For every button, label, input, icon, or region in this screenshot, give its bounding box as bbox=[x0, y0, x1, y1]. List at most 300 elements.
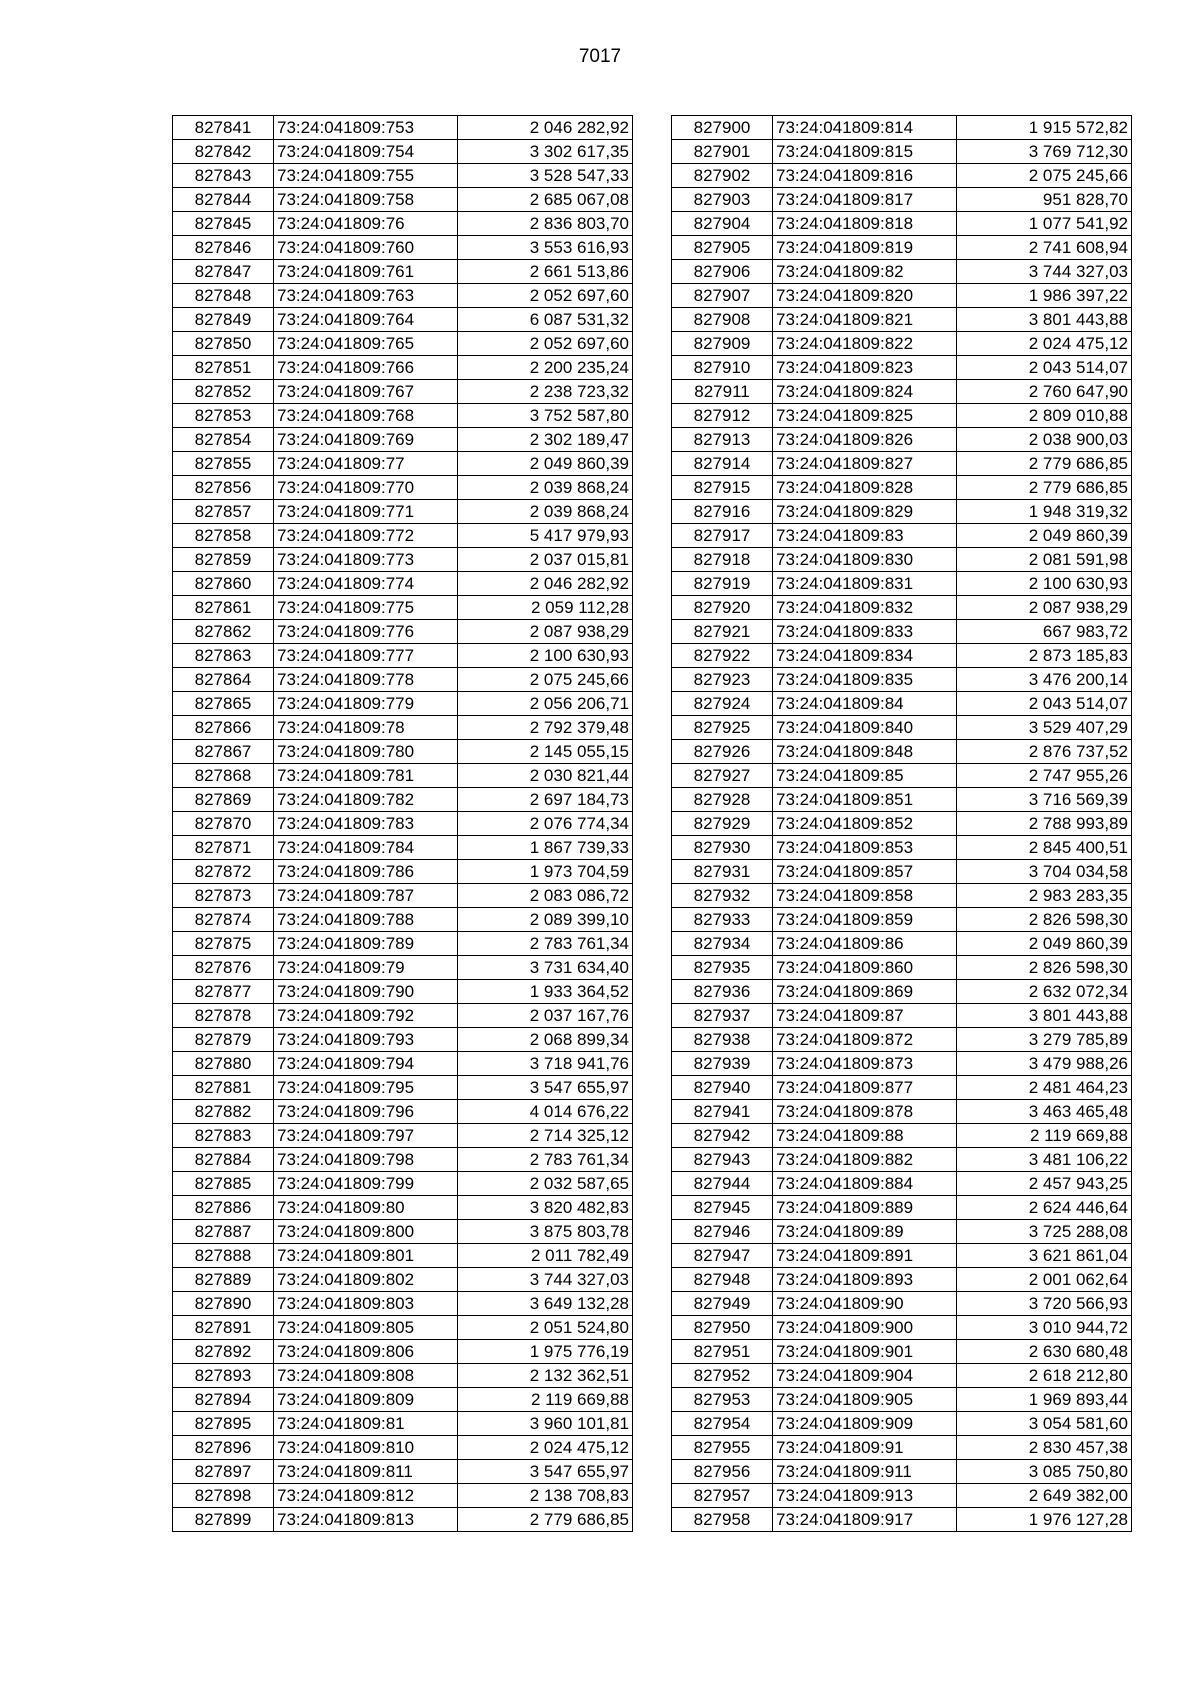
table-row bbox=[672, 428, 1132, 452]
table-row bbox=[672, 1196, 1132, 1220]
table-body-right bbox=[672, 116, 1132, 1532]
cadastral-number-cell: 73:24:041809:834 bbox=[773, 644, 957, 668]
record-id-cell: 827940 bbox=[672, 1076, 773, 1100]
table-row bbox=[672, 932, 1132, 956]
table-row bbox=[672, 1316, 1132, 1340]
value-cell: 2 714 325,12 bbox=[458, 1124, 633, 1148]
value-cell: 1 969 893,44 bbox=[957, 1388, 1132, 1412]
table-row bbox=[672, 1292, 1132, 1316]
table-row bbox=[173, 956, 633, 980]
value-cell: 2 024 475,12 bbox=[458, 1436, 633, 1460]
record-id-cell: 827942 bbox=[672, 1124, 773, 1148]
table-row bbox=[672, 956, 1132, 980]
cadastral-number-cell: 73:24:041809:840 bbox=[773, 716, 957, 740]
value-cell: 1 986 397,22 bbox=[957, 284, 1132, 308]
table-row bbox=[173, 908, 633, 932]
value-cell: 2 038 900,03 bbox=[957, 428, 1132, 452]
table-row bbox=[672, 1244, 1132, 1268]
value-cell: 2 052 697,60 bbox=[458, 284, 633, 308]
cadastral-number-cell: 73:24:041809:799 bbox=[274, 1172, 458, 1196]
record-id-cell: 827918 bbox=[672, 548, 773, 572]
value-cell: 3 744 327,03 bbox=[458, 1268, 633, 1292]
cadastral-number-cell: 73:24:041809:786 bbox=[274, 860, 458, 884]
record-id-cell: 827924 bbox=[672, 692, 773, 716]
table-row bbox=[672, 812, 1132, 836]
cadastral-number-cell: 73:24:041809:829 bbox=[773, 500, 957, 524]
table-row bbox=[173, 980, 633, 1004]
record-id-cell: 827923 bbox=[672, 668, 773, 692]
value-cell: 6 087 531,32 bbox=[458, 308, 633, 332]
value-cell: 2 630 680,48 bbox=[957, 1340, 1132, 1364]
table-row bbox=[672, 836, 1132, 860]
record-id-cell: 827878 bbox=[173, 1004, 274, 1028]
table-row bbox=[173, 548, 633, 572]
value-cell: 2 049 860,39 bbox=[458, 452, 633, 476]
value-cell: 3 801 443,88 bbox=[957, 308, 1132, 332]
cadastral-number-cell: 73:24:041809:800 bbox=[274, 1220, 458, 1244]
cadastral-number-cell: 73:24:041809:893 bbox=[773, 1268, 957, 1292]
cadastral-number-cell: 73:24:041809:81 bbox=[274, 1412, 458, 1436]
record-id-cell: 827887 bbox=[173, 1220, 274, 1244]
table-row bbox=[672, 980, 1132, 1004]
value-cell: 3 718 941,76 bbox=[458, 1052, 633, 1076]
table-row bbox=[173, 1148, 633, 1172]
cadastral-number-cell: 73:24:041809:788 bbox=[274, 908, 458, 932]
value-cell: 2 826 598,30 bbox=[957, 956, 1132, 980]
table-row bbox=[672, 908, 1132, 932]
record-id-cell: 827913 bbox=[672, 428, 773, 452]
cadastral-number-cell: 73:24:041809:753 bbox=[274, 116, 458, 140]
record-id-cell: 827944 bbox=[672, 1172, 773, 1196]
record-id-cell: 827863 bbox=[173, 644, 274, 668]
record-id-cell: 827895 bbox=[173, 1412, 274, 1436]
table-row bbox=[672, 1460, 1132, 1484]
table-row bbox=[173, 476, 633, 500]
record-id-cell: 827902 bbox=[672, 164, 773, 188]
record-id-cell: 827903 bbox=[672, 188, 773, 212]
value-cell: 2 200 235,24 bbox=[458, 356, 633, 380]
record-id-cell: 827938 bbox=[672, 1028, 773, 1052]
table-row bbox=[173, 164, 633, 188]
value-cell: 2 001 062,64 bbox=[957, 1268, 1132, 1292]
record-id-cell: 827905 bbox=[672, 236, 773, 260]
table-row bbox=[672, 1364, 1132, 1388]
table-row bbox=[672, 716, 1132, 740]
record-id-cell: 827953 bbox=[672, 1388, 773, 1412]
cadastral-number-cell: 73:24:041809:779 bbox=[274, 692, 458, 716]
value-cell: 3 744 327,03 bbox=[957, 260, 1132, 284]
record-id-cell: 827857 bbox=[173, 500, 274, 524]
record-id-cell: 827908 bbox=[672, 308, 773, 332]
value-cell: 2 039 868,24 bbox=[458, 500, 633, 524]
table-row bbox=[173, 1028, 633, 1052]
cadastral-number-cell: 73:24:041809:812 bbox=[274, 1484, 458, 1508]
value-cell: 3 716 569,39 bbox=[957, 788, 1132, 812]
table-row bbox=[173, 380, 633, 404]
value-cell: 3 553 616,93 bbox=[458, 236, 633, 260]
value-cell: 3 725 288,08 bbox=[957, 1220, 1132, 1244]
cadastral-number-cell: 73:24:041809:882 bbox=[773, 1148, 957, 1172]
value-cell: 3 649 132,28 bbox=[458, 1292, 633, 1316]
table-row bbox=[173, 260, 633, 284]
cadastral-number-cell: 73:24:041809:778 bbox=[274, 668, 458, 692]
value-cell: 2 132 362,51 bbox=[458, 1364, 633, 1388]
record-id-cell: 827954 bbox=[672, 1412, 773, 1436]
record-id-cell: 827899 bbox=[173, 1508, 274, 1532]
table-row bbox=[672, 884, 1132, 908]
table-row bbox=[173, 1220, 633, 1244]
record-id-cell: 827875 bbox=[173, 932, 274, 956]
value-cell: 2 087 938,29 bbox=[458, 620, 633, 644]
cadastral-number-cell: 73:24:041809:801 bbox=[274, 1244, 458, 1268]
record-id-cell: 827886 bbox=[173, 1196, 274, 1220]
table-row bbox=[173, 620, 633, 644]
table-row bbox=[672, 212, 1132, 236]
cadastral-number-cell: 73:24:041809:821 bbox=[773, 308, 957, 332]
value-cell: 2 049 860,39 bbox=[957, 932, 1132, 956]
record-id-cell: 827934 bbox=[672, 932, 773, 956]
cadastral-number-cell: 73:24:041809:901 bbox=[773, 1340, 957, 1364]
value-cell: 2 011 782,49 bbox=[458, 1244, 633, 1268]
record-id-cell: 827872 bbox=[173, 860, 274, 884]
table-row bbox=[173, 716, 633, 740]
table-row bbox=[173, 1172, 633, 1196]
record-id-cell: 827957 bbox=[672, 1484, 773, 1508]
cadastral-number-cell: 73:24:041809:763 bbox=[274, 284, 458, 308]
cadastral-number-cell: 73:24:041809:755 bbox=[274, 164, 458, 188]
record-id-cell: 827869 bbox=[173, 788, 274, 812]
value-cell: 2 809 010,88 bbox=[957, 404, 1132, 428]
table-row bbox=[672, 308, 1132, 332]
table-row bbox=[672, 860, 1132, 884]
value-cell: 1 915 572,82 bbox=[957, 116, 1132, 140]
cadastral-number-cell: 73:24:041809:820 bbox=[773, 284, 957, 308]
record-id-cell: 827859 bbox=[173, 548, 274, 572]
value-cell: 2 052 697,60 bbox=[458, 332, 633, 356]
table-row bbox=[672, 572, 1132, 596]
value-cell: 1 973 704,59 bbox=[458, 860, 633, 884]
cadastral-number-cell: 73:24:041809:815 bbox=[773, 140, 957, 164]
value-cell: 3 528 547,33 bbox=[458, 164, 633, 188]
cadastral-number-cell: 73:24:041809:782 bbox=[274, 788, 458, 812]
table-row bbox=[173, 212, 633, 236]
record-id-cell: 827865 bbox=[173, 692, 274, 716]
record-id-cell: 827937 bbox=[672, 1004, 773, 1028]
value-cell: 667 983,72 bbox=[957, 620, 1132, 644]
table-row bbox=[672, 380, 1132, 404]
record-id-cell: 827955 bbox=[672, 1436, 773, 1460]
value-cell: 3 481 106,22 bbox=[957, 1148, 1132, 1172]
cadastral-number-cell: 73:24:041809:904 bbox=[773, 1364, 957, 1388]
cadastral-number-cell: 73:24:041809:832 bbox=[773, 596, 957, 620]
value-cell: 2 059 112,28 bbox=[458, 596, 633, 620]
value-cell: 2 624 446,64 bbox=[957, 1196, 1132, 1220]
record-id-cell: 827949 bbox=[672, 1292, 773, 1316]
table-row bbox=[672, 788, 1132, 812]
table-row bbox=[173, 1484, 633, 1508]
table-row bbox=[173, 788, 633, 812]
record-id-cell: 827894 bbox=[173, 1388, 274, 1412]
table-row bbox=[173, 1436, 633, 1460]
value-cell: 2 043 514,07 bbox=[957, 692, 1132, 716]
record-id-cell: 827928 bbox=[672, 788, 773, 812]
value-cell: 3 547 655,97 bbox=[458, 1460, 633, 1484]
cadastral-number-cell: 73:24:041809:853 bbox=[773, 836, 957, 860]
record-id-cell: 827910 bbox=[672, 356, 773, 380]
value-cell: 2 783 761,34 bbox=[458, 1148, 633, 1172]
record-id-cell: 827846 bbox=[173, 236, 274, 260]
cadastral-number-cell: 73:24:041809:822 bbox=[773, 332, 957, 356]
record-id-cell: 827853 bbox=[173, 404, 274, 428]
cadastral-number-cell: 73:24:041809:77 bbox=[274, 452, 458, 476]
cadastral-number-cell: 73:24:041809:825 bbox=[773, 404, 957, 428]
record-id-cell: 827917 bbox=[672, 524, 773, 548]
value-cell: 2 845 400,51 bbox=[957, 836, 1132, 860]
value-cell: 3 302 617,35 bbox=[458, 140, 633, 164]
value-cell: 2 685 067,08 bbox=[458, 188, 633, 212]
record-id-cell: 827911 bbox=[672, 380, 773, 404]
value-cell: 951 828,70 bbox=[957, 188, 1132, 212]
value-cell: 3 875 803,78 bbox=[458, 1220, 633, 1244]
page-number: 7017 bbox=[578, 46, 622, 67]
record-id-cell: 827868 bbox=[173, 764, 274, 788]
table-row bbox=[173, 812, 633, 836]
table-row bbox=[173, 1244, 633, 1268]
table-row bbox=[672, 164, 1132, 188]
value-cell: 2 046 282,92 bbox=[458, 116, 633, 140]
table-row bbox=[173, 1292, 633, 1316]
cadastral-number-cell: 73:24:041809:814 bbox=[773, 116, 957, 140]
record-id-cell: 827876 bbox=[173, 956, 274, 980]
record-id-cell: 827912 bbox=[672, 404, 773, 428]
record-id-cell: 827948 bbox=[672, 1268, 773, 1292]
cadastral-number-cell: 73:24:041809:884 bbox=[773, 1172, 957, 1196]
cadastral-number-cell: 73:24:041809:765 bbox=[274, 332, 458, 356]
table-row bbox=[672, 1340, 1132, 1364]
record-id-cell: 827941 bbox=[672, 1100, 773, 1124]
record-id-cell: 827845 bbox=[173, 212, 274, 236]
table-row bbox=[672, 476, 1132, 500]
cadastral-number-cell: 73:24:041809:852 bbox=[773, 812, 957, 836]
value-cell: 2 068 899,34 bbox=[458, 1028, 633, 1052]
value-cell: 3 463 465,48 bbox=[957, 1100, 1132, 1124]
record-id-cell: 827925 bbox=[672, 716, 773, 740]
value-cell: 3 279 785,89 bbox=[957, 1028, 1132, 1052]
value-cell: 2 779 686,85 bbox=[458, 1508, 633, 1532]
value-cell: 2 087 938,29 bbox=[957, 596, 1132, 620]
record-id-cell: 827956 bbox=[672, 1460, 773, 1484]
value-cell: 3 010 944,72 bbox=[957, 1316, 1132, 1340]
value-cell: 2 649 382,00 bbox=[957, 1484, 1132, 1508]
value-cell: 2 457 943,25 bbox=[957, 1172, 1132, 1196]
value-cell: 2 046 282,92 bbox=[458, 572, 633, 596]
value-cell: 2 051 524,80 bbox=[458, 1316, 633, 1340]
value-cell: 2 238 723,32 bbox=[458, 380, 633, 404]
table-row bbox=[672, 332, 1132, 356]
cadastral-number-cell: 73:24:041809:89 bbox=[773, 1220, 957, 1244]
record-id-cell: 827893 bbox=[173, 1364, 274, 1388]
record-id-cell: 827915 bbox=[672, 476, 773, 500]
value-cell: 2 037 015,81 bbox=[458, 548, 633, 572]
table-row bbox=[173, 500, 633, 524]
cadastral-number-cell: 73:24:041809:764 bbox=[274, 308, 458, 332]
record-id-cell: 827852 bbox=[173, 380, 274, 404]
record-id-cell: 827874 bbox=[173, 908, 274, 932]
cadastral-number-cell: 73:24:041809:797 bbox=[274, 1124, 458, 1148]
table-row bbox=[173, 1340, 633, 1364]
table-row bbox=[672, 1508, 1132, 1532]
value-cell: 2 119 669,88 bbox=[957, 1124, 1132, 1148]
value-cell: 1 976 127,28 bbox=[957, 1508, 1132, 1532]
cadastral-number-cell: 73:24:041809:784 bbox=[274, 836, 458, 860]
cadastral-number-cell: 73:24:041809:810 bbox=[274, 1436, 458, 1460]
table-row bbox=[173, 116, 633, 140]
cadastral-number-cell: 73:24:041809:796 bbox=[274, 1100, 458, 1124]
cadastral-table-right bbox=[671, 115, 1132, 1532]
value-cell: 2 760 647,90 bbox=[957, 380, 1132, 404]
value-cell: 3 731 634,40 bbox=[458, 956, 633, 980]
cadastral-number-cell: 73:24:041809:798 bbox=[274, 1148, 458, 1172]
record-id-cell: 827958 bbox=[672, 1508, 773, 1532]
cadastral-number-cell: 73:24:041809:87 bbox=[773, 1004, 957, 1028]
cadastral-number-cell: 73:24:041809:872 bbox=[773, 1028, 957, 1052]
record-id-cell: 827946 bbox=[672, 1220, 773, 1244]
value-cell: 2 024 475,12 bbox=[957, 332, 1132, 356]
cadastral-number-cell: 73:24:041809:771 bbox=[274, 500, 458, 524]
cadastral-number-cell: 73:24:041809:767 bbox=[274, 380, 458, 404]
cadastral-number-cell: 73:24:041809:84 bbox=[773, 692, 957, 716]
cadastral-table-left bbox=[172, 115, 633, 1532]
record-id-cell: 827916 bbox=[672, 500, 773, 524]
value-cell: 2 081 591,98 bbox=[957, 548, 1132, 572]
table-row bbox=[173, 188, 633, 212]
cadastral-number-cell: 73:24:041809:770 bbox=[274, 476, 458, 500]
cadastral-number-cell: 73:24:041809:758 bbox=[274, 188, 458, 212]
value-cell: 2 876 737,52 bbox=[957, 740, 1132, 764]
table-row bbox=[173, 1124, 633, 1148]
record-id-cell: 827909 bbox=[672, 332, 773, 356]
table-row bbox=[173, 1100, 633, 1124]
value-cell: 2 100 630,93 bbox=[957, 572, 1132, 596]
value-cell: 2 779 686,85 bbox=[957, 476, 1132, 500]
table-row bbox=[672, 1172, 1132, 1196]
value-cell: 3 801 443,88 bbox=[957, 1004, 1132, 1028]
cadastral-number-cell: 73:24:041809:76 bbox=[274, 212, 458, 236]
table-row bbox=[173, 860, 633, 884]
cadastral-number-cell: 73:24:041809:793 bbox=[274, 1028, 458, 1052]
table-row bbox=[672, 596, 1132, 620]
table-row bbox=[672, 452, 1132, 476]
table-row bbox=[672, 668, 1132, 692]
table-row bbox=[173, 1364, 633, 1388]
cadastral-number-cell: 73:24:041809:813 bbox=[274, 1508, 458, 1532]
record-id-cell: 827952 bbox=[672, 1364, 773, 1388]
record-id-cell: 827884 bbox=[173, 1148, 274, 1172]
record-id-cell: 827862 bbox=[173, 620, 274, 644]
record-id-cell: 827943 bbox=[672, 1148, 773, 1172]
table-row bbox=[672, 1436, 1132, 1460]
value-cell: 3 820 482,83 bbox=[458, 1196, 633, 1220]
table-row bbox=[672, 764, 1132, 788]
record-id-cell: 827904 bbox=[672, 212, 773, 236]
table-row bbox=[672, 740, 1132, 764]
value-cell: 2 032 587,65 bbox=[458, 1172, 633, 1196]
cadastral-number-cell: 73:24:041809:787 bbox=[274, 884, 458, 908]
value-cell: 3 769 712,30 bbox=[957, 140, 1132, 164]
cadastral-number-cell: 73:24:041809:805 bbox=[274, 1316, 458, 1340]
table-row bbox=[173, 332, 633, 356]
value-cell: 2 697 184,73 bbox=[458, 788, 633, 812]
value-cell: 2 481 464,23 bbox=[957, 1076, 1132, 1100]
table-row bbox=[173, 284, 633, 308]
value-cell: 3 479 988,26 bbox=[957, 1052, 1132, 1076]
record-id-cell: 827920 bbox=[672, 596, 773, 620]
table-row bbox=[672, 1004, 1132, 1028]
table-row bbox=[173, 692, 633, 716]
record-id-cell: 827841 bbox=[173, 116, 274, 140]
record-id-cell: 827933 bbox=[672, 908, 773, 932]
value-cell: 2 030 821,44 bbox=[458, 764, 633, 788]
cadastral-number-cell: 73:24:041809:900 bbox=[773, 1316, 957, 1340]
cadastral-number-cell: 73:24:041809:806 bbox=[274, 1340, 458, 1364]
cadastral-number-cell: 73:24:041809:889 bbox=[773, 1196, 957, 1220]
value-cell: 3 720 566,93 bbox=[957, 1292, 1132, 1316]
record-id-cell: 827870 bbox=[173, 812, 274, 836]
cadastral-number-cell: 73:24:041809:877 bbox=[773, 1076, 957, 1100]
record-id-cell: 827891 bbox=[173, 1316, 274, 1340]
record-id-cell: 827914 bbox=[672, 452, 773, 476]
cadastral-number-cell: 73:24:041809:833 bbox=[773, 620, 957, 644]
cadastral-number-cell: 73:24:041809:860 bbox=[773, 956, 957, 980]
table-row bbox=[173, 1412, 633, 1436]
cadastral-number-cell: 73:24:041809:80 bbox=[274, 1196, 458, 1220]
cadastral-number-cell: 73:24:041809:754 bbox=[274, 140, 458, 164]
table-row bbox=[672, 1028, 1132, 1052]
cadastral-number-cell: 73:24:041809:811 bbox=[274, 1460, 458, 1484]
cadastral-number-cell: 73:24:041809:817 bbox=[773, 188, 957, 212]
record-id-cell: 827864 bbox=[173, 668, 274, 692]
cadastral-number-cell: 73:24:041809:869 bbox=[773, 980, 957, 1004]
record-id-cell: 827888 bbox=[173, 1244, 274, 1268]
record-id-cell: 827861 bbox=[173, 596, 274, 620]
record-id-cell: 827873 bbox=[173, 884, 274, 908]
table-row bbox=[173, 1388, 633, 1412]
cadastral-number-cell: 73:24:041809:827 bbox=[773, 452, 957, 476]
table-row bbox=[672, 116, 1132, 140]
value-cell: 3 054 581,60 bbox=[957, 1412, 1132, 1436]
value-cell: 3 547 655,97 bbox=[458, 1076, 633, 1100]
table-row bbox=[672, 1052, 1132, 1076]
table-row bbox=[173, 1316, 633, 1340]
cadastral-number-cell: 73:24:041809:775 bbox=[274, 596, 458, 620]
record-id-cell: 827898 bbox=[173, 1484, 274, 1508]
cadastral-number-cell: 73:24:041809:859 bbox=[773, 908, 957, 932]
record-id-cell: 827871 bbox=[173, 836, 274, 860]
cadastral-number-cell: 73:24:041809:86 bbox=[773, 932, 957, 956]
record-id-cell: 827929 bbox=[672, 812, 773, 836]
record-id-cell: 827897 bbox=[173, 1460, 274, 1484]
cadastral-number-cell: 73:24:041809:826 bbox=[773, 428, 957, 452]
table-row bbox=[672, 1076, 1132, 1100]
table-body-left bbox=[173, 116, 633, 1532]
cadastral-number-cell: 73:24:041809:82 bbox=[773, 260, 957, 284]
cadastral-number-cell: 73:24:041809:783 bbox=[274, 812, 458, 836]
cadastral-number-cell: 73:24:041809:802 bbox=[274, 1268, 458, 1292]
value-cell: 3 704 034,58 bbox=[957, 860, 1132, 884]
cadastral-number-cell: 73:24:041809:766 bbox=[274, 356, 458, 380]
table-row bbox=[173, 236, 633, 260]
value-cell: 2 145 055,15 bbox=[458, 740, 633, 764]
